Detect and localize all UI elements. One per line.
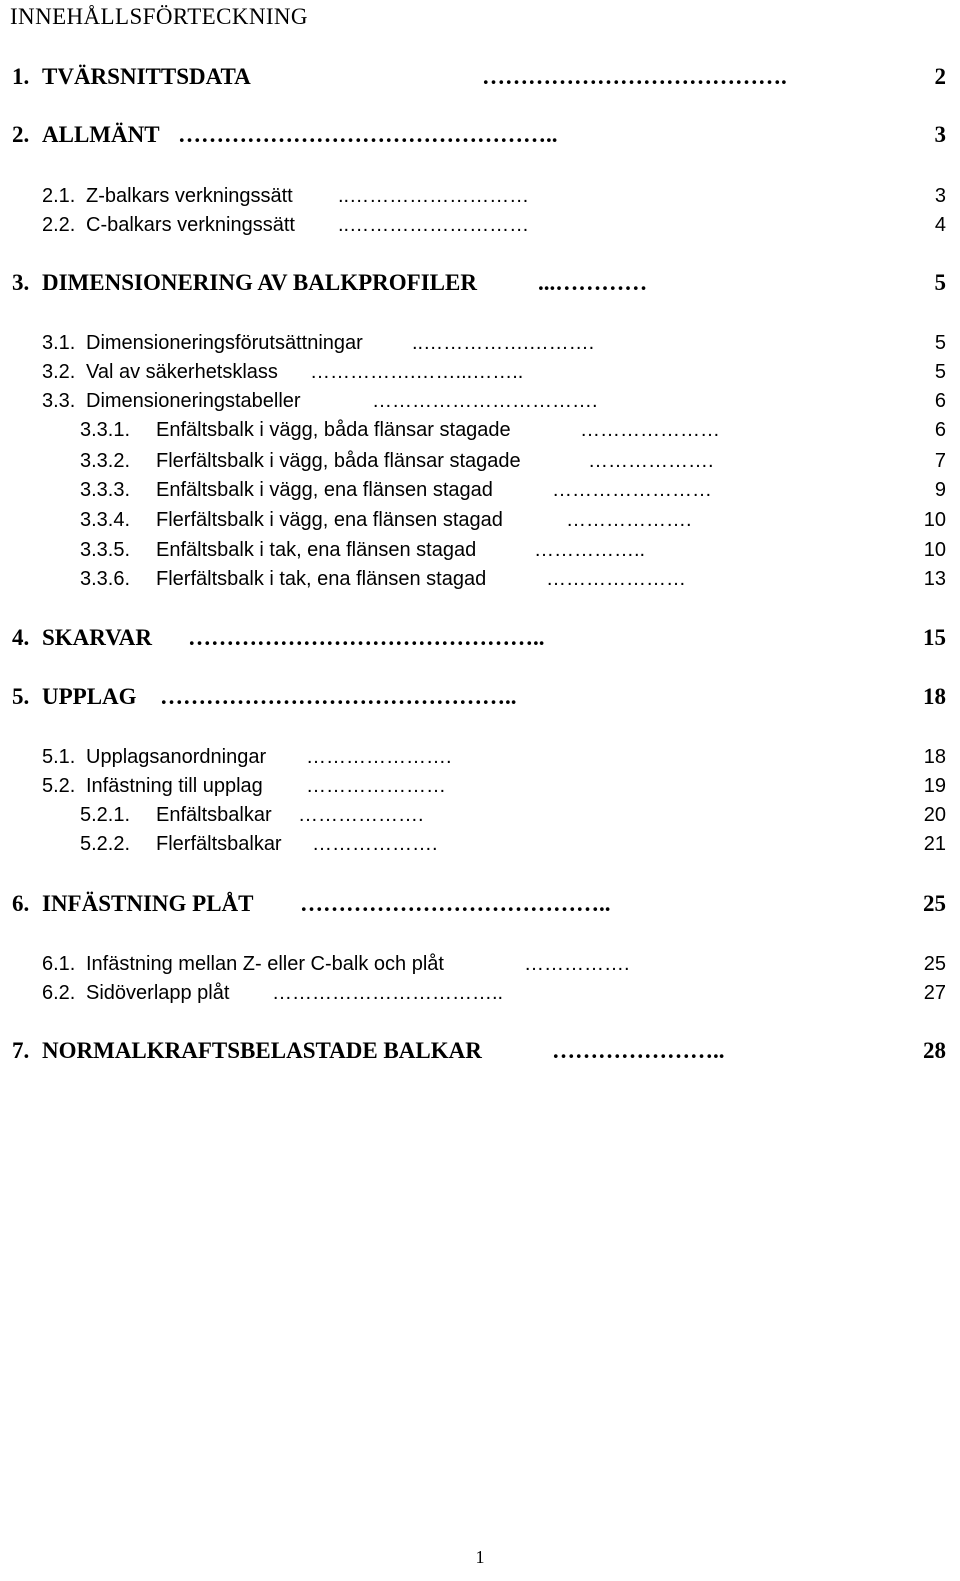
entry-label: INFÄSTNING PLÅT [42,891,254,916]
entry-leader-dots: ……………………………………….. [188,625,545,650]
entry-page: 6 [934,390,946,412]
entry-page: 3 [934,185,946,207]
entry-leader-dots: …………….. [534,539,646,561]
entry-label: Flerfältsbalk i tak, ena flänsen stagad [156,568,487,590]
entry-leader-dots: ………………….. [552,1038,725,1063]
toc-entry-3[interactable] [0,268,960,298]
entry-label: UPPLAG [42,684,137,709]
entry-leader-dots: …………………………………. [482,64,787,89]
entry-label: Z-balkars verkningssätt [86,185,293,207]
entry-page: 28 [923,1038,946,1063]
entry-number: 3.3.3. [80,479,131,501]
entry-number: 3.3.2. [80,450,131,472]
toc-entry-3-3-5[interactable] [0,535,960,565]
entry-number: 3.3.5. [80,539,131,561]
toc-entry-2-2[interactable] [0,210,960,240]
entry-number: 3.1. [42,332,76,354]
entry-label: Flerfältsbalk i vägg, ena flänsen stagad [156,509,503,531]
toc-entry-6-1[interactable] [0,949,960,979]
toc-entry-5-2[interactable] [0,771,960,801]
entry-number: 2.2. [42,214,76,236]
toc-entry-3-3-4[interactable] [0,505,960,535]
entry-leader-dots: ………………………………….. [300,891,611,916]
entry-label: Enfältsbalkar [156,804,272,826]
entry-page: 10 [923,539,946,561]
entry-label: Dimensioneringstabeller [86,390,301,412]
entry-leader-dots: ……………. [524,953,630,975]
toc-entry-3-3[interactable] [0,386,960,416]
entry-label: Infästning mellan Z- eller C-balk och plåt [86,953,444,975]
entry-leader-dots: …………………………….. [272,982,504,1004]
toc-entry-3-3-2[interactable] [0,446,960,476]
entry-number: 6.1. [42,953,76,975]
entry-leader-dots: ………………………………………….. [178,122,558,147]
entry-page: 21 [923,833,946,855]
entry-page: 15 [923,625,946,650]
entry-number: 3.3.4. [80,509,131,531]
toc-entry-6[interactable] [0,889,960,919]
page-number-footer: 1 [475,1547,485,1567]
entry-label: C-balkars verkningssätt [86,214,295,236]
toc-entry-3-3-6[interactable] [0,564,960,594]
entry-leader-dots: ……………………………………….. [160,684,517,709]
toc-entry-4[interactable] [0,623,960,653]
toc-entry-5[interactable] [0,682,960,712]
entry-label: NORMALKRAFTSBELASTADE BALKAR [42,1038,482,1063]
entry-label: Enfältsbalk i vägg, ena flänsen stagad [156,479,493,501]
entry-leader-dots: ………………… [306,775,446,797]
entry-page: 19 [923,775,946,797]
entry-page: 10 [923,509,946,531]
entry-page: 5 [934,270,946,295]
toc-entry-5-1[interactable] [0,742,960,772]
toc-entry-2-1[interactable] [0,181,960,211]
toc-entry-6-2[interactable] [0,978,960,1008]
entry-number: 2. [12,122,30,147]
entry-number: 5. [12,684,30,709]
entry-label: Flerfältsbalkar [156,833,282,855]
entry-page: 2 [934,64,946,89]
entry-label: TVÄRSNITTSDATA [42,64,251,89]
toc-entry-3-3-1[interactable] [0,415,960,445]
entry-label: Enfältsbalk i tak, ena flänsen stagad [156,539,477,561]
entry-page: 7 [934,450,946,472]
toc-entry-7[interactable] [0,1036,960,1066]
entry-leader-dots: ……………………………. [372,390,598,412]
toc-entry-2[interactable] [0,120,960,150]
entry-leader-dots: …………….……...…….. [310,361,524,383]
entry-leader-dots: …………………… [552,479,712,501]
entry-number: 3.3.6. [80,568,131,590]
entry-number: 5.1. [42,746,76,768]
entry-page: 27 [923,982,946,1004]
entry-page: 18 [923,684,946,709]
entry-page: 6 [934,419,946,441]
entry-leader-dots: …………………. [306,746,452,768]
toc-entry-1[interactable] [0,62,960,92]
entry-page: 13 [923,568,946,590]
entry-page: 9 [934,479,946,501]
entry-number: 5.2. [42,775,76,797]
toc-entry-3-3-3[interactable] [0,475,960,505]
entry-page: 5 [934,361,946,383]
entry-label: Flerfältsbalk i vägg, båda flänsar stagade [156,450,521,472]
entry-leader-dots: ………………. [312,833,438,855]
entry-label: DIMENSIONERING AV BALKPROFILER [42,270,477,295]
entry-label: Dimensioneringsförutsättningar [86,332,363,354]
entry-label: Infästning till upplag [86,775,263,797]
entry-number: 7. [12,1038,30,1063]
entry-number: 3.3.1. [80,419,131,441]
entry-label: Sidöverlapp plåt [86,982,230,1004]
entry-page: 25 [923,953,946,975]
entry-number: 6. [12,891,30,916]
entry-leader-dots: ………………… [546,568,686,590]
toc-entry-3-2[interactable] [0,357,960,387]
entry-page: 5 [934,332,946,354]
entry-number: 6.2. [42,982,76,1004]
entry-number: 2.1. [42,185,76,207]
entry-page: 4 [934,214,946,236]
entry-leader-dots: ..…………….………. [412,332,595,354]
toc-entry-5-2-1[interactable] [0,800,960,830]
toc-entry-5-2-2[interactable] [0,829,960,859]
toc-heading: INNEHÅLLSFÖRTECKNING [10,4,308,29]
entry-leader-dots: ...………… [538,270,648,295]
toc-entry-3-1[interactable] [0,328,960,358]
entry-page: 3 [934,122,946,147]
entry-leader-dots: ..……………………… [338,185,530,207]
entry-page: 20 [923,804,946,826]
entry-label: Val av säkerhetsklass [86,361,278,383]
entry-page: 25 [923,891,946,916]
entry-page: 18 [923,746,946,768]
entry-leader-dots: ………………. [588,450,714,472]
entry-leader-dots: ..……………………… [338,214,530,236]
entry-number: 1. [12,64,30,89]
entry-leader-dots: ………………. [298,804,424,826]
entry-number: 5.2.2. [80,833,131,855]
entry-label: SKARVAR [42,625,152,650]
entry-leader-dots: ………………… [580,419,720,441]
entry-number: 3.2. [42,361,76,383]
entry-number: 5.2.1. [80,804,131,826]
entry-number: 4. [12,625,30,650]
entry-number: 3.3. [42,390,76,412]
entry-label: Upplagsanordningar [86,746,267,768]
entry-label: ALLMÄNT [42,122,160,147]
entry-leader-dots: ………………. [566,509,692,531]
entry-label: Enfältsbalk i vägg, båda flänsar stagade [156,419,511,441]
entry-number: 3. [12,270,30,295]
